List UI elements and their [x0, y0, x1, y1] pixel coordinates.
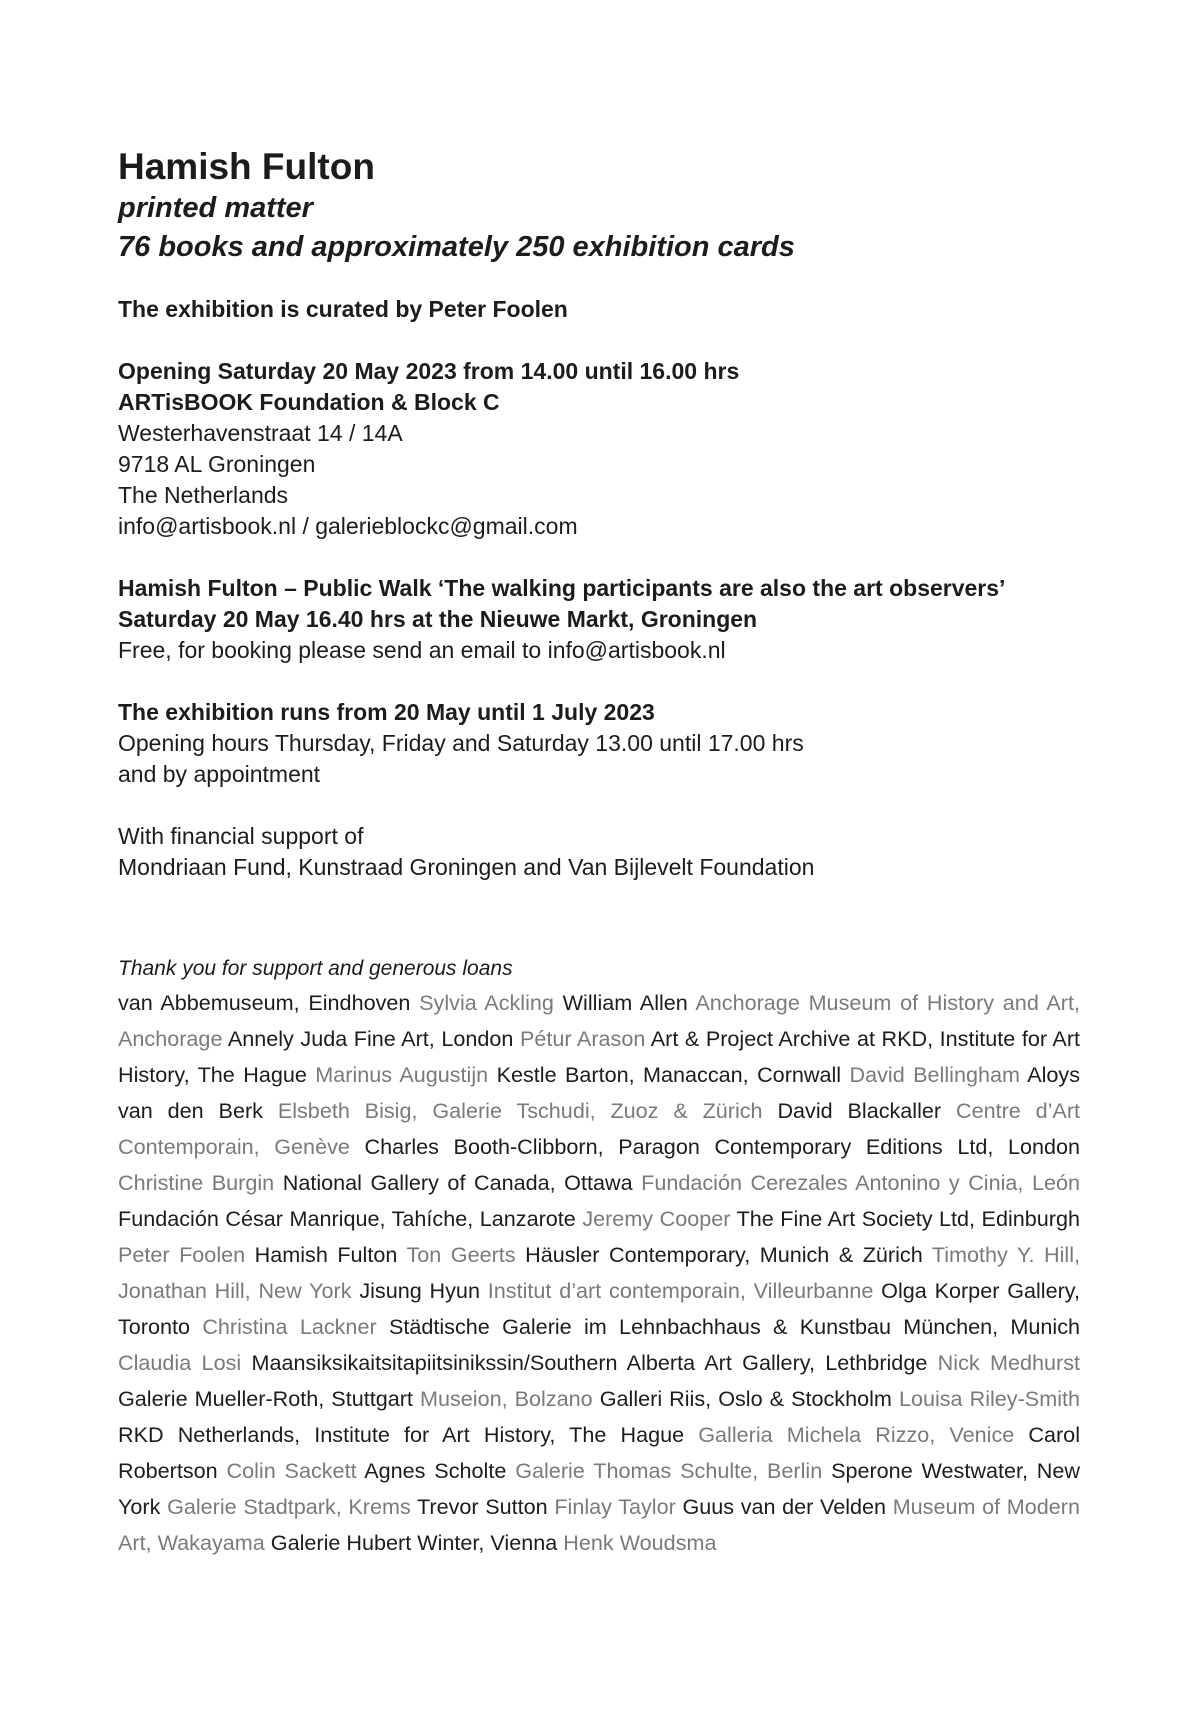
lender-item: Maansiksikaitsitapiitsinikssin/Southern Alberta Art Gallery, Lethbridge	[251, 1350, 928, 1375]
lender-item: Guus van der Velden	[682, 1494, 887, 1519]
lender-item: Galleria Michela Rizzo, Venice	[698, 1422, 1015, 1447]
lender-item: Jeremy Cooper	[582, 1206, 731, 1231]
lender-item: Finlay Taylor	[554, 1494, 676, 1519]
lenders-list	[118, 985, 1080, 1561]
lender-item: Christina Lackner	[202, 1314, 377, 1339]
walk-booking: Free, for booking please send an email to info@artisbook.nl	[118, 637, 726, 663]
lender-item: van Abbemuseum, Eindhoven	[118, 990, 411, 1015]
document-page	[118, 145, 1080, 1561]
by-appointment: and by appointment	[118, 761, 321, 787]
lender-item: Museion, Bolzano	[419, 1386, 593, 1411]
lender-item: Pétur Arason	[519, 1026, 646, 1051]
lender-item: Sperone Westwater, New York	[118, 1458, 1081, 1519]
lender-item: Museum of Modern Art, Wakayama	[118, 1494, 1080, 1555]
lender-item: Carol Robertson	[118, 1422, 1080, 1483]
lender-item: Timothy Y. Hill, Jonathan Hill, New York	[118, 1242, 1081, 1303]
venue-name: ARTisBOOK Foundation & Block C	[118, 389, 500, 415]
lender-item: Galerie Hubert Winter, Vienna	[270, 1530, 558, 1555]
lender-item: Agnes Scholte	[364, 1458, 507, 1483]
lender-item: National Gallery of Canada, Ottawa	[282, 1170, 633, 1195]
lender-item: Charles Booth-Clibborn, Paragon Contemporary Editions Ltd, London	[364, 1134, 1081, 1159]
walk-date: Saturday 20 May 16.40 hrs at the Nieuwe Markt, Groningen	[118, 606, 758, 632]
venue-city: 9718 AL Groningen	[118, 451, 316, 477]
lender-item: Claudia Losi	[118, 1350, 242, 1375]
lender-item: Ton Geerts	[406, 1242, 516, 1267]
lender-item: Marinus Augustijn	[315, 1062, 489, 1087]
lender-item: David Blackaller	[777, 1098, 942, 1123]
thanks-heading: Thank you for support and generous loans	[118, 957, 513, 980]
lender-item: Jisung Hyun	[359, 1278, 480, 1303]
walk-title: Hamish Fulton – Public Walk ‘The walking participants are also the art observers’	[118, 575, 1006, 601]
lender-item: Peter Foolen	[118, 1242, 246, 1267]
lender-item: Nick Medhurst	[937, 1350, 1080, 1375]
lender-item: Galerie Mueller-Roth, Stuttgart	[118, 1386, 413, 1411]
lender-item: Christine Burgin	[118, 1170, 275, 1195]
lender-item: Galerie Thomas Schulte, Berlin	[515, 1458, 823, 1483]
subtitle-books-count: 76 books and approximately 250 exhibition cards	[118, 231, 795, 263]
opening-date: Opening Saturday 20 May 2023 from 14.00 until 16.00 hrs	[118, 358, 740, 384]
lender-item: Galleri Riis, Oslo & Stockholm	[599, 1386, 892, 1411]
exhibition-run-section	[118, 697, 1080, 790]
lender-item: Centre d’Art Contemporain, Genève	[118, 1098, 1081, 1159]
lender-item: Häusler Contemporary, Munich & Zürich	[525, 1242, 923, 1267]
opening-section	[118, 356, 1080, 542]
subtitle-printed-matter: printed matter	[118, 192, 313, 224]
lender-item: Annely Juda Fine Art, London	[227, 1026, 514, 1051]
lender-item: Fundación César Manrique, Tahíche, Lanzarote	[118, 1206, 576, 1231]
lender-item: Städtische Galerie im Lehnbachhaus & Kunstbau München, Munich	[388, 1314, 1080, 1339]
lender-item: The Fine Art Society Ltd, Edinburgh	[736, 1206, 1081, 1231]
lender-item: Louisa Riley-Smith	[898, 1386, 1080, 1411]
support-funders: Mondriaan Fund, Kunstraad Groningen and Van Bijlevelt Foundation	[118, 854, 815, 880]
run-dates: The exhibition runs from 20 May until 1 July 2023	[118, 699, 655, 725]
lender-item: Olga Korper Gallery, Toronto	[118, 1278, 1080, 1339]
venue-street: Westerhavenstraat 14 / 14A	[118, 420, 403, 446]
page-title: Hamish Fulton	[118, 146, 375, 187]
lender-item: Henk Woudsma	[563, 1530, 717, 1555]
public-walk-section	[118, 573, 1080, 666]
lender-item: Sylvia Ackling	[419, 990, 554, 1015]
lender-item: Aloys van den Berk	[118, 1062, 1081, 1123]
support-heading: With financial support of	[118, 823, 364, 849]
lender-item: Hamish Fulton	[254, 1242, 398, 1267]
venue-country: The Netherlands	[118, 482, 289, 508]
lender-item: Kestle Barton, Manaccan, Cornwall	[496, 1062, 842, 1087]
lender-item: Anchorage Museum of History and Art, Anchorage	[118, 990, 1080, 1051]
lender-item: Art & Project Archive at RKD, Institute for Art History, The Hague	[118, 1026, 1081, 1087]
lender-item: RKD Netherlands, Institute for Art History, The Hague	[118, 1422, 685, 1447]
lender-item: Institut d’art contemporain, Villeurbanne	[487, 1278, 874, 1303]
lender-item: David Bellingham	[849, 1062, 1020, 1087]
lender-item: Elsbeth Bisig, Galerie Tschudi, Zuoz & Zürich	[277, 1098, 763, 1123]
lender-item: Galerie Stadtpark, Krems	[167, 1494, 411, 1519]
opening-hours: Opening hours Thursday, Friday and Saturday 13.00 until 17.00 hrs	[118, 730, 804, 756]
lender-item: Fundación Cerezales Antonino y Cinia, León	[641, 1170, 1080, 1195]
financial-support-section	[118, 821, 1080, 883]
lender-item: Trevor Sutton	[417, 1494, 548, 1519]
venue-contact: info@artisbook.nl / galerieblockc@gmail.com	[118, 513, 578, 539]
lender-item: Colin Sackett	[226, 1458, 357, 1483]
lender-item: William Allen	[562, 990, 688, 1015]
curator-line: The exhibition is curated by Peter Foolen	[118, 296, 568, 322]
